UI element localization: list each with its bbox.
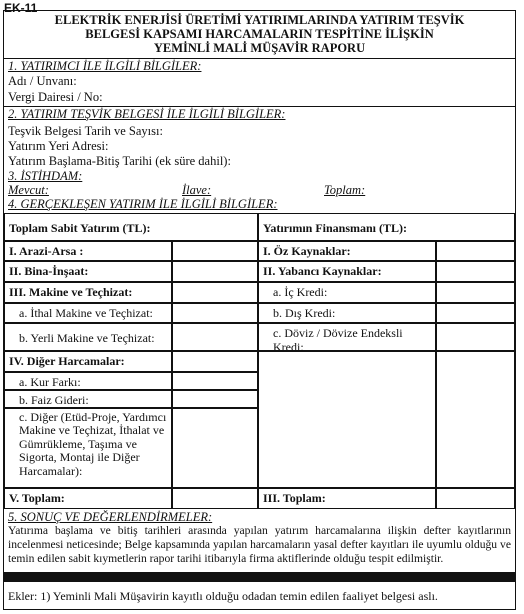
row-yabanci: II. Yabancı Kaynaklar: bbox=[258, 261, 436, 282]
section1-heading: 1. YATIRIMCI İLE İLGİLİ BİLGİLER: bbox=[8, 59, 202, 73]
row-diger-sub: c. Diğer (Etüd-Proje, Yardımcı Makine ve Teçhizat, İthalat ve Gümrükleme, Taşıma ve Sigorta, Montaj ile Diğer Harcamalar): bbox=[4, 408, 172, 488]
row-toplam-left: V. Toplam: bbox=[4, 488, 172, 509]
istihdam-toplam: Toplam: bbox=[324, 183, 366, 197]
title-line-2: BELGESİ KAPSAMI HARCAMALARIN TESPİTİNE İLİŞKİN bbox=[85, 27, 434, 41]
istihdam-mevcut: Mevcut: bbox=[8, 183, 49, 197]
field-adres: Yatırım Yeri Adresi: bbox=[8, 139, 109, 153]
value-cell bbox=[436, 282, 515, 303]
row-doviz: c. Döviz / Dövize Endeksli Kredi: bbox=[258, 323, 436, 351]
value-cell bbox=[436, 488, 515, 509]
row-ic: a. İç Kredi: bbox=[258, 282, 436, 303]
annex-label: EK-11 bbox=[4, 1, 38, 15]
form-frame bbox=[3, 10, 516, 610]
value-cell bbox=[172, 241, 258, 261]
value-cell bbox=[172, 323, 258, 351]
row-bina: II. Bina-İnşaat: bbox=[4, 261, 172, 282]
conclusion-text: Yatırıma başlama ve bitiş tarihleri arasında yapılan yatırım harcamalarına ilişkin defter kayıtlarının incelenmesi neticesinde; Belge kapsamında yapılan harcamaların yasal defter kayıtları ile uyumlu olduğu ve temin edilen sabit kıymetlerin rapor tarihi itibarıyla firma aktiflerinde olduğu tespit edilmiştir. bbox=[8, 524, 511, 565]
field-tesvik: Teşvik Belgesi Tarih ve Sayısı: bbox=[8, 124, 163, 138]
value-cell bbox=[172, 351, 258, 372]
row-arazi: I. Arazi-Arsa : bbox=[4, 241, 172, 261]
row-oz: I. Öz Kaynaklar: bbox=[258, 241, 436, 261]
right-header: Yatırımın Finansmanı (TL): bbox=[258, 213, 515, 241]
row-faiz: b. Faiz Gideri: bbox=[4, 390, 172, 408]
row-yerli: b. Yerli Makine ve Teçhizat: bbox=[4, 323, 172, 351]
section2-heading: 2. YATIRIM TEŞVİK BELGESİ İLE İLGİLİ BİLGİLER: bbox=[8, 107, 286, 121]
section5-heading: 5. SONUÇ VE DEĞERLENDİRMELER: bbox=[8, 510, 213, 524]
value-cell bbox=[172, 303, 258, 323]
field-tarih: Yatırım Başlama-Bitiş Tarihi (ek süre dahil): bbox=[8, 154, 231, 168]
value-cell bbox=[436, 303, 515, 323]
title-line-3: YEMİNLİ MALİ MÜŞAVİR RAPORU bbox=[153, 41, 366, 55]
value-cell bbox=[436, 323, 515, 351]
section4-heading: 4. GERÇEKLEŞEN YATIRIM İLE İLGİLİ BİLGİLER: bbox=[8, 197, 278, 211]
title-line-1: ELEKTRİK ENERJİSİ ÜRETİMİ YATIRIMLARINDA YATIRIM TEŞVİK bbox=[54, 13, 465, 27]
value-cell bbox=[436, 351, 515, 488]
ekler-note: Ekler: 1) Yeminli Mali Müşavirin kayıtlı olduğu odadan temin edilen faaliyet belgesi aslı. bbox=[8, 589, 438, 603]
row-toplam-right: III. Toplam: bbox=[258, 488, 436, 509]
value-cell bbox=[436, 241, 515, 261]
left-header: Toplam Sabit Yatırım (TL): bbox=[4, 213, 258, 241]
field-vergi: Vergi Dairesi / No: bbox=[8, 90, 103, 104]
value-cell bbox=[172, 408, 258, 488]
section3-heading: 3. İSTİHDAM: bbox=[8, 169, 83, 183]
row-ithal: a. İthal Makine ve Teçhizat: bbox=[4, 303, 172, 323]
row-makine: III. Makine ve Teçhizat: bbox=[4, 282, 172, 303]
value-cell bbox=[172, 261, 258, 282]
value-cell bbox=[436, 261, 515, 282]
istihdam-ilave: İlave: bbox=[182, 183, 212, 197]
row-kur: a. Kur Farkı: bbox=[4, 372, 172, 390]
value-cell bbox=[172, 372, 258, 390]
field-unvan: Adı / Unvanı: bbox=[8, 74, 77, 88]
value-cell bbox=[172, 390, 258, 408]
value-cell bbox=[172, 488, 258, 509]
row-diger: IV. Diğer Harcamalar: bbox=[4, 351, 172, 372]
row-dis: b. Dış Kredi: bbox=[258, 303, 436, 323]
value-cell bbox=[172, 282, 258, 303]
empty-cell bbox=[258, 351, 436, 488]
black-bar bbox=[4, 572, 515, 582]
